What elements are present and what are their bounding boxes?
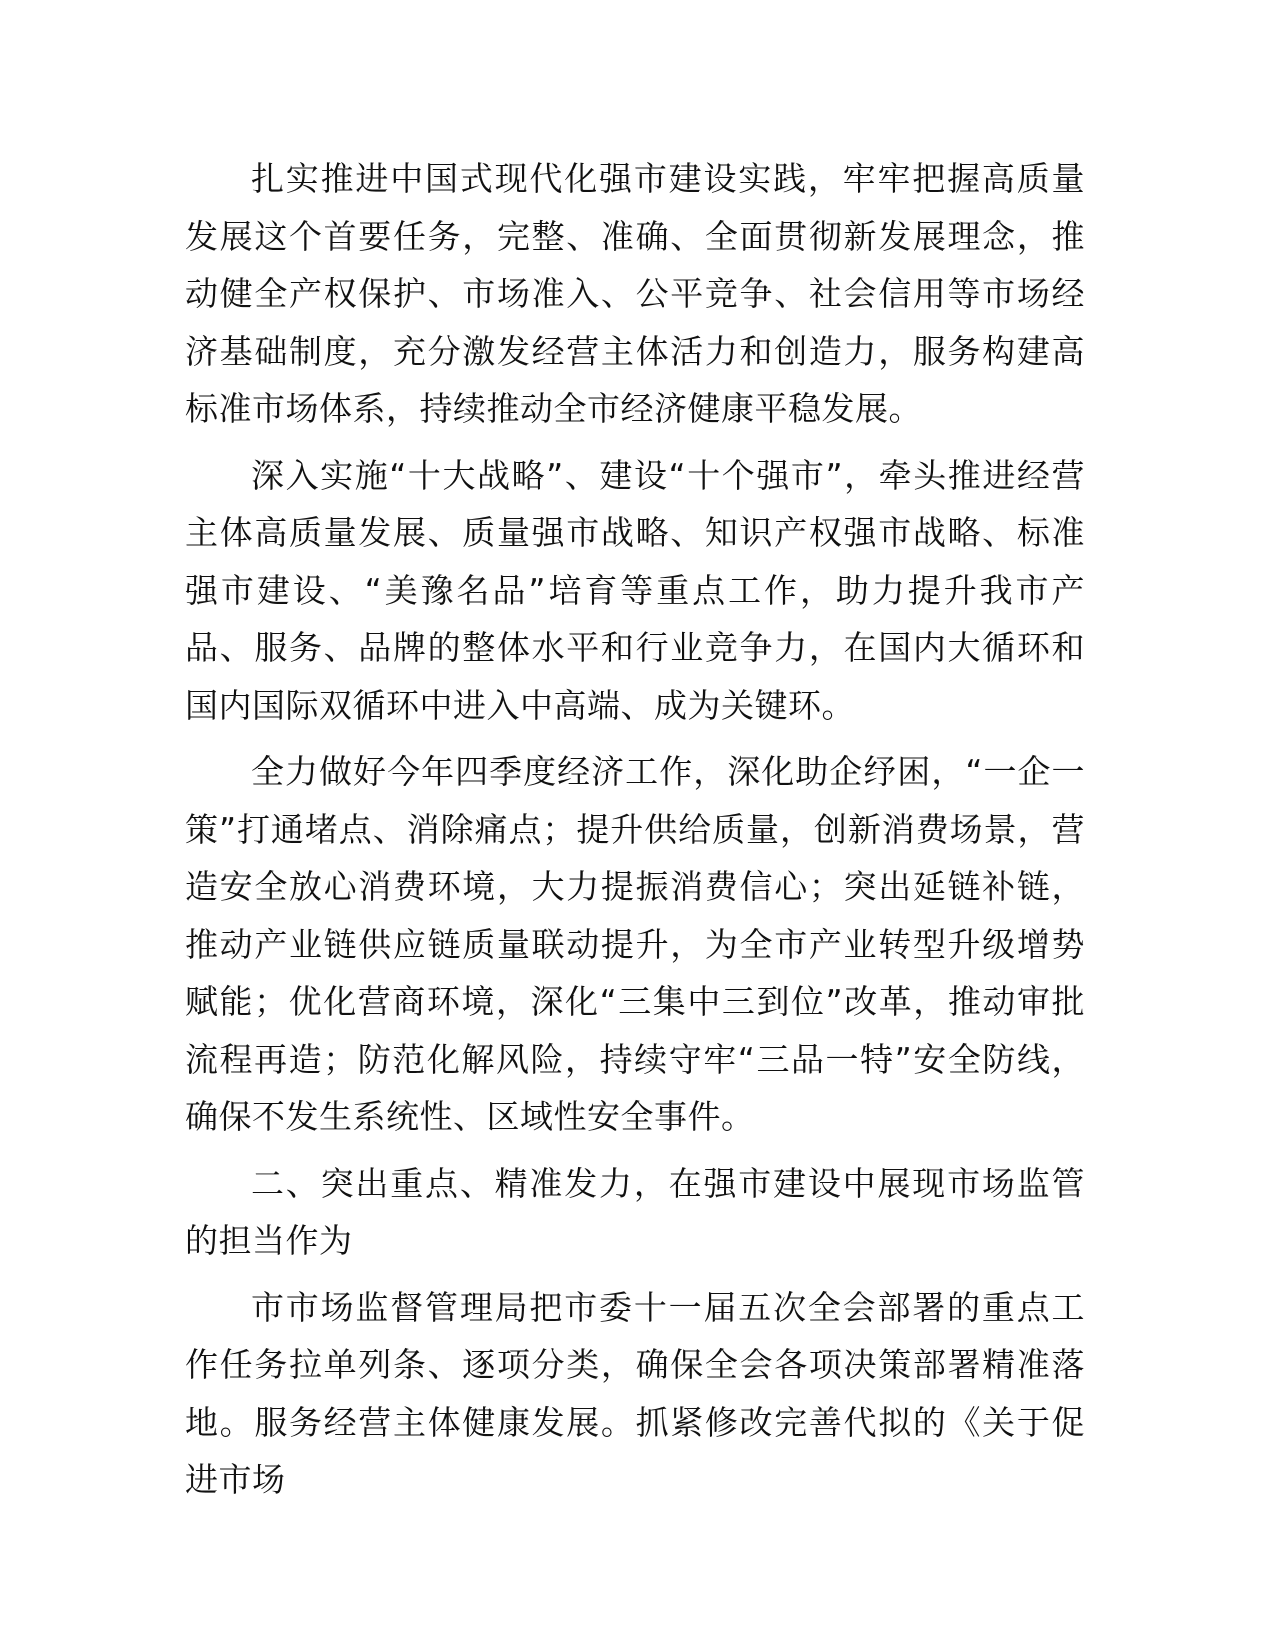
paragraph-3: 全力做好今年四季度经济工作，深化助企纾困，“一企一策”打通堵点、消除痛点；提升供给质量，创新消费场景，营造安全放心消费环境，大力提振消费信心；突出延链补链，推动产业链供应链质量联动提升，为全市产业转型升级增势赋能；优化营商环境，深化“三集中三到位”改革，推动审批流程再造；防范化解风险，持续守牢“三品一特”安全防线，确保不发生系统性、区域性安全事件。 xyxy=(185,752,1085,1136)
section-heading: 二、突出重点、精准发力，在强市建设中展现市场监管的担当作为 xyxy=(185,1163,1085,1260)
paragraph-2: 深入实施“十大战略”、建设“十个强市”，牵头推进经营主体高质量发展、质量强市战略、知识产权强市战略、标准强市建设、“美豫名品”培育等重点工作，助力提升我市产品、服务、品牌的整体水平和行业竞争力，在国内大循环和国内国际双循环中进入中高端、成为关键环。 xyxy=(185,455,1085,725)
paragraph-1: 扎实推进中国式现代化强市建设实践，牢牢把握高质量发展这个首要任务，完整、准确、全面贯彻新发展理念，推动健全产权保护、市场准入、公平竞争、社会信用等市场经济基础制度，充分激发经营主体活力和创造力，服务构建高标准市场体系，持续推动全市经济健康平稳发展。 xyxy=(185,159,1085,428)
document-body xyxy=(185,150,1085,1518)
paragraph-4: 市市场监督管理局把市委十一届五次全会部署的重点工作任务拉单列条、逐项分类，确保全会各项决策部署精准落地。服务经营主体健康发展。抓紧修改完善代拟的《关于促进市场 xyxy=(185,1287,1085,1499)
